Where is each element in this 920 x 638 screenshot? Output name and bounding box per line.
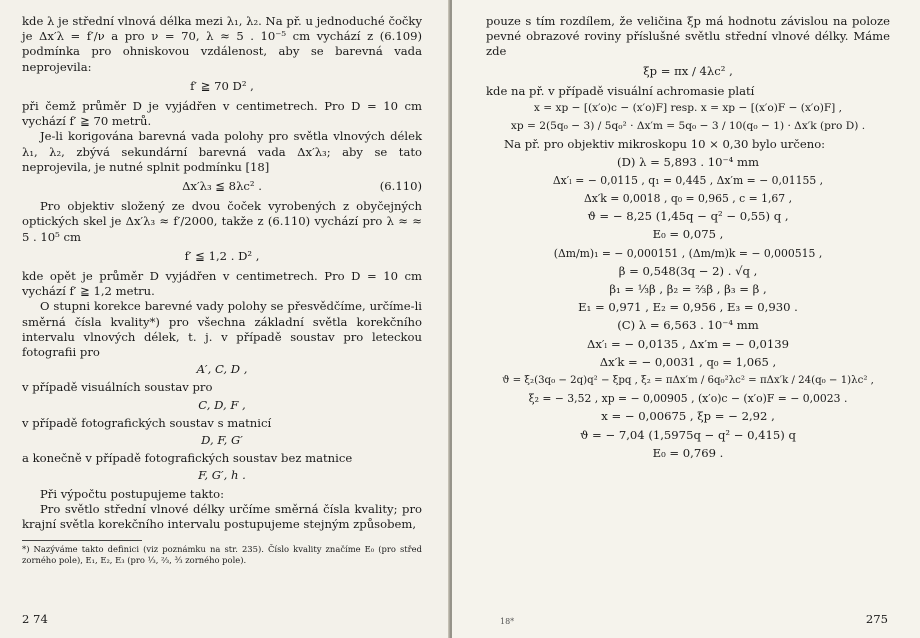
paragraph: při čemž průměr D je vyjádřen v centimetrech. Pro D = 10 cm vychází f′ ≧ 70 metrů.: [22, 99, 422, 129]
paragraph: kde na př. v případě visuální achromasie platí: [486, 83, 755, 98]
equation: E₁ = 0,971 , E₂ = 0,956 , E₃ = 0,930 .: [578, 300, 798, 315]
paragraph: Je-li korigována barevná vada polohy pro světla vlnových délek λ₁, λ₂, zbývá sekundární barevná vada Δx′λ₃; aby se tato neprojevila, je nutné splnit podmínku [18]: [22, 129, 422, 174]
equation-number: (6.110): [379, 179, 422, 194]
paragraph: kde opět je průměr D vyjádřen v centimetrech. Pro D = 10 cm vychází f′ ≧ 1,2 metru.: [22, 269, 422, 299]
right-page: [452, 0, 920, 638]
paragraph: kde λ je střední vlnová délka mezi λ₁, λ₂. Na př. u jednoduché čočky je Δx′λ = f′/ν a pro ν = 70, λ ≈ 5 . 10⁻⁵ cm vychází z (6.109) podmínka pro ohniskovou vzdálenost, aby se barevná vada neprojevila:: [22, 14, 422, 74]
equation: Δx′ₗ = − 0,0135 , Δx′m = − 0,0139: [586, 336, 790, 351]
equation: E₀ = 0,075 ,: [652, 227, 724, 242]
footnote: *) Nazýváme takto definici (viz poznámku na str. 235). Číslo kvality značíme E₀ (pro střed zorného pole), E₁, E₂, E₃ (pro ⅓, ⅔, ³⁄₃ zorného pole).: [22, 544, 422, 565]
equation: f′ ≦ 1,2 . D² ,: [184, 248, 260, 263]
paragraph: v případě fotografických soustav s matnicí: [22, 415, 272, 430]
printer-signature: 18*: [500, 617, 515, 626]
equation: xp = 2(5q₀ − 3) / 5q₀² · Δx′m = 5q₀ − 3 / 10(q₀ − 1) · Δx′k (pro D) .: [510, 120, 866, 133]
equation: ϑ = ξ₂(3q₀ − 2q)q² − ξpq , ξ₂ = πΔx′m / 6q₀²λc² = πΔx′k / 24(q₀ − 1)λc² ,: [502, 375, 874, 387]
equation: Δx′k = − 0,0031 , q₀ = 1,065 ,: [599, 354, 777, 369]
page-number: 2 74: [22, 612, 48, 626]
paragraph: Pro objektiv složený ze dvou čoček vyrobených z obyčejných optických skel je Δx′λ₃ ≈ f′/2000, takže z (6.110) vychází pro λ ≈ ≈ 5 . 10⁵ cm: [22, 199, 422, 244]
paragraph: Na př. pro objektiv mikroskopu 10 × 0,30 bylo určeno:: [504, 137, 826, 152]
equation: (Δm/m)₁ = − 0,000151 , (Δm/m)k = − 0,000515 ,: [553, 246, 823, 260]
equation: β = 0,548(3q − 2) . √q ,: [618, 263, 758, 278]
left-page: [0, 0, 450, 638]
equation: ξp = πx / 4λc² ,: [643, 63, 733, 78]
equation-numbered: [22, 179, 422, 194]
paragraph: a konečně v případě fotografických soustav bez matnice: [22, 451, 353, 466]
paragraph: v případě visuálních soustav pro: [22, 380, 213, 395]
equation: C, D, F ,: [198, 397, 246, 412]
equation: ξ₂ = − 3,52 , xp = − 0,00905 , (x′o)c − (x′o)F = − 0,0023 .: [528, 392, 848, 406]
equation: F, G′, h .: [198, 468, 246, 483]
equation: ϑ = − 7,04 (1,5975q − q² − 0,415) q: [580, 427, 796, 442]
equation: D, F, G′: [201, 433, 243, 448]
equation: Δx′λ₃ ≦ 8λc² .: [182, 179, 262, 194]
footnote-divider: [22, 540, 142, 541]
equation: (C) λ = 6,563 . 10⁻⁴ mm: [617, 318, 759, 333]
equation: x = xp − [(x′o)c − (x′o)F] resp. x = xp − [(x′o)F − (x′o)F] ,: [533, 102, 843, 115]
paragraph: Při výpočtu postupujeme takto:: [40, 486, 225, 501]
equation: E₀ = 0,769 .: [652, 445, 724, 460]
paragraph: pouze s tím rozdílem, že veličina ξp má hodnotu závislou na poloze pevné obrazové roviny příslušné světlu střední vlnové délky. Máme zde: [486, 14, 890, 59]
page-number: 275: [865, 612, 888, 626]
equation: Δx′k = 0,0018 , q₀ = 0,965 , c = 1,67 ,: [583, 192, 793, 206]
paragraph: O stupni korekce barevné vady polohy se přesvědčíme, určíme-li směrná čísla kvality*) pro všechna základní světla korekčního intervalu vlnových délek, t. j. v případě soustav pro leteckou fotografii pro: [22, 299, 422, 360]
equation: f′ ≧ 70 D² ,: [190, 78, 254, 93]
equation: ϑ = − 8,25 (1,45q − q² − 0,55) q ,: [587, 209, 789, 224]
paragraph: Pro světlo střední vlnové délky určíme směrná čísla kvality; pro krajní světla korekčního intervalu postupujeme stejným způsobem,: [22, 501, 422, 532]
equation: β₁ = ⅓β , β₂ = ⅔β , β₃ = β ,: [609, 282, 767, 297]
equation: Δx′ₗ = − 0,0115 , q₁ = 0,445 , Δx′m = − 0,01155 ,: [552, 173, 824, 187]
equation: (D) λ = 5,893 . 10⁻⁴ mm: [617, 154, 759, 169]
equation: x = − 0,00675 , ξp = − 2,92 ,: [601, 409, 775, 424]
equation: A′, C, D ,: [196, 362, 248, 377]
